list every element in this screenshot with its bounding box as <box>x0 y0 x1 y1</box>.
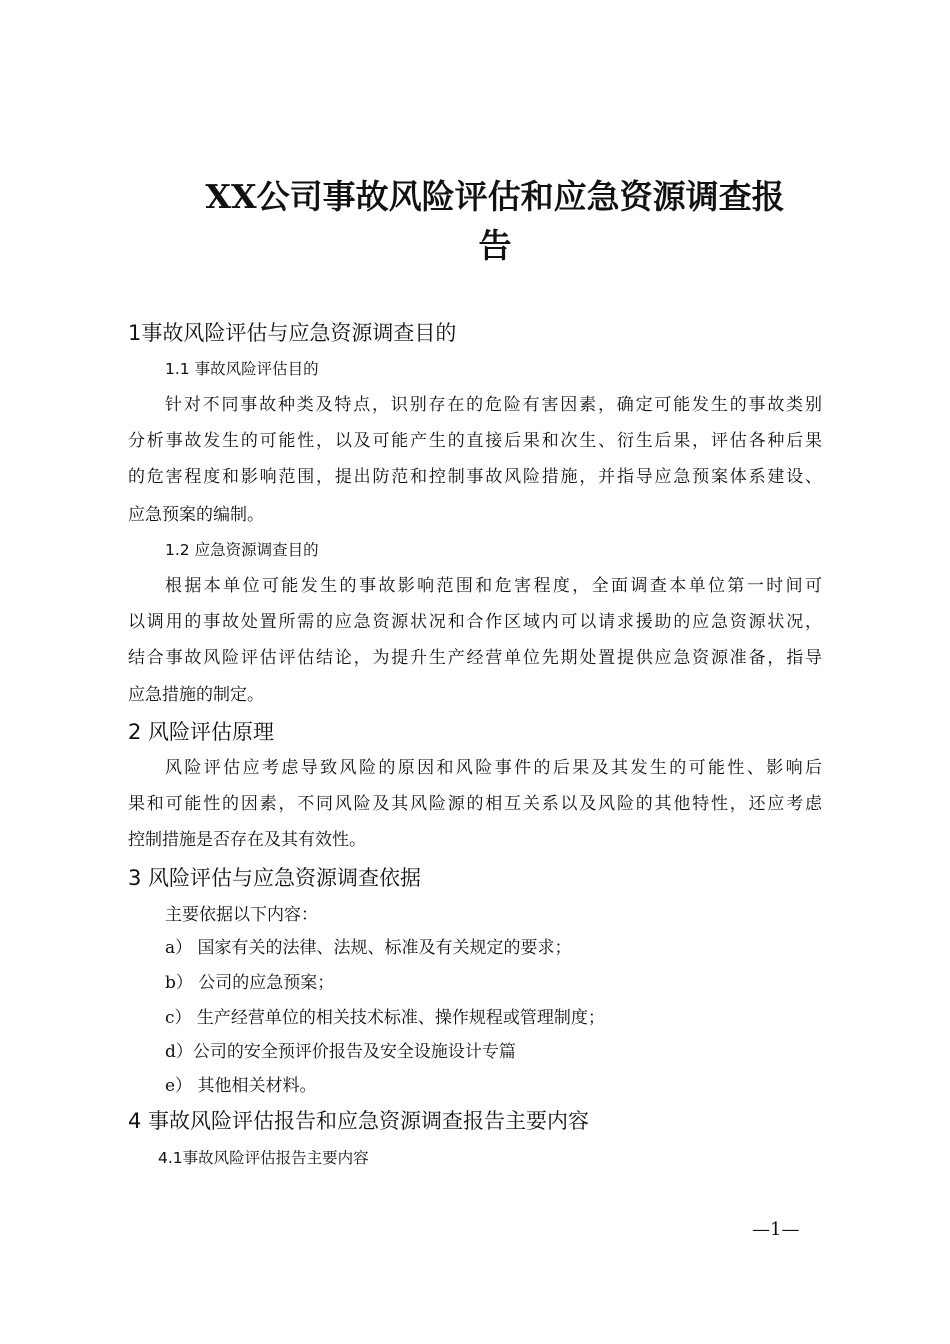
list-item: a） 国家有关的法律、法规、标准及有关规定的要求； <box>165 938 572 958</box>
section-heading-1: 1事故风险评估与应急资源调查目的 <box>128 321 457 345</box>
paragraph-line: 以调用的事故处置所需的应急资源状况和合作区域内可以请求援助的应急资源状况， <box>128 612 822 632</box>
paragraph-line: 应急措施的制定。 <box>128 685 264 705</box>
section-heading-3: 3 风险评估与应急资源调查依据 <box>128 866 422 890</box>
list-item: d）公司的安全预评价报告及安全设施设计专篇 <box>165 1042 516 1062</box>
paragraph-line: 果和可能性的因素，不同风险及其风险源的相互关系以及风险的其他特性，还应考虑 <box>128 794 822 814</box>
paragraph-line: 根据本单位可能发生的事故影响范围和危害程度，全面调查本单位第一时间可 <box>165 576 822 596</box>
document-title-line2: 告 <box>478 226 512 265</box>
paragraph-line: 分析事故发生的可能性，以及可能产生的直接后果和次生、衍生后果，评估各种后果 <box>128 431 822 451</box>
paragraph-line: 的危害程度和影响范围，提出防范和控制事故风险措施，并指导应急预案体系建设、 <box>128 467 822 487</box>
list-item: b） 公司的应急预案； <box>165 973 335 993</box>
subsection-heading-1-1: 1.1 事故风险评估目的 <box>165 360 319 378</box>
page-number: —1— <box>752 1219 800 1240</box>
paragraph-line: 风险评估应考虑导致风险的原因和风险事件的后果及其发生的可能性、影响后 <box>165 758 822 778</box>
paragraph-line: 针对不同事故种类及特点，识别存在的危险有害因素，确定可能发生的事故类别 <box>165 395 822 415</box>
paragraph-line: 结合事故风险评估评估结论，为提升生产经营单位先期处置提供应急资源准备，指导 <box>128 648 822 668</box>
list-item: e） 其他相关材料。 <box>165 1076 317 1096</box>
document-title-line1: XX公司事故风险评估和应急资源调查报 <box>205 177 785 216</box>
paragraph-line: 应急预案的编制。 <box>128 505 264 525</box>
paragraph-line: 主要依据以下内容： <box>165 905 318 925</box>
paragraph-line: 控制措施是否存在及其有效性。 <box>128 830 366 850</box>
section-heading-2: 2 风险评估原理 <box>128 720 275 744</box>
section-heading-4: 4 事故风险评估报告和应急资源调查报告主要内容 <box>128 1109 590 1133</box>
subsection-heading-1-2: 1.2 应急资源调查目的 <box>165 541 319 559</box>
subsection-heading-4-1: 4.1事故风险评估报告主要内容 <box>158 1149 369 1167</box>
list-item: c） 生产经营单位的相关技术标准、操作规程或管理制度； <box>165 1008 605 1028</box>
